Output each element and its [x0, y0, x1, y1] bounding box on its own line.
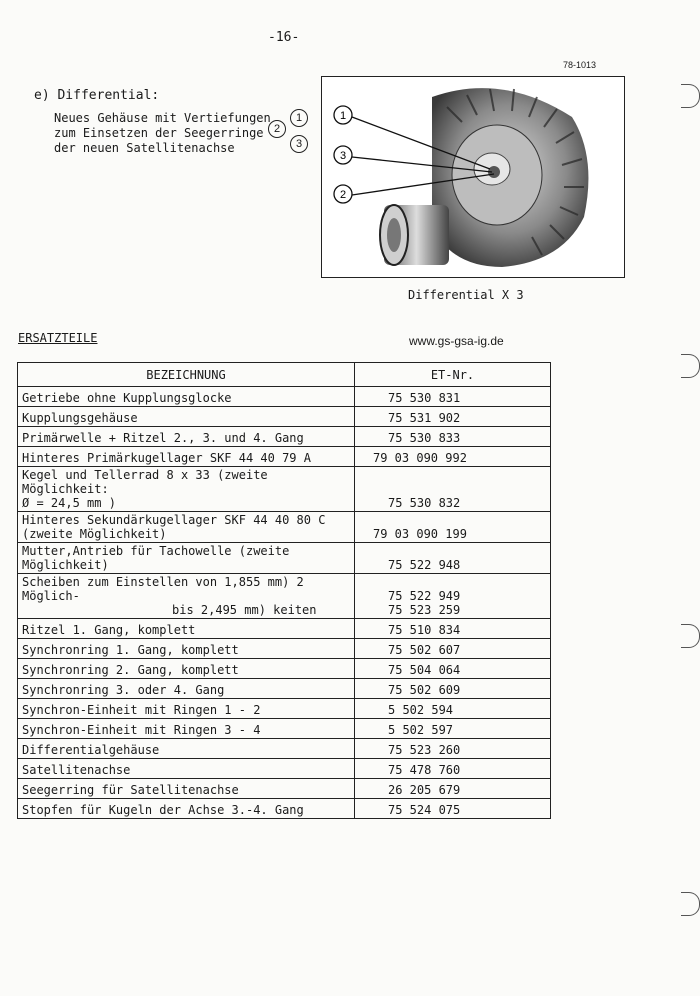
- part-description-line: Synchronring 1. Gang, komplett: [22, 643, 239, 657]
- callout-3: 3: [290, 135, 308, 153]
- part-description: [18, 639, 355, 659]
- part-number: [355, 659, 551, 679]
- part-description: [18, 699, 355, 719]
- part-number-value: 79 03 090 992: [373, 451, 467, 465]
- part-description-line: Getriebe ohne Kupplungsglocke: [22, 391, 232, 405]
- part-number: [355, 407, 551, 427]
- part-description-line: Kegel und Tellerrad 8 x 33 (zweite Möglichkeit:: [22, 468, 268, 496]
- part-description: [18, 739, 355, 759]
- callout-1: 1: [290, 109, 308, 127]
- table-row: [18, 679, 551, 699]
- table-row: [18, 659, 551, 679]
- part-number: [355, 699, 551, 719]
- part-number: [355, 467, 551, 512]
- photo-callout-1: 1: [339, 110, 347, 122]
- table-row: [18, 759, 551, 779]
- part-description: [18, 427, 355, 447]
- table-row: [18, 427, 551, 447]
- part-number-value: 75 524 075: [388, 803, 461, 817]
- part-description-line: Differentialgehäuse: [22, 743, 160, 757]
- callout-2: 2: [268, 120, 286, 138]
- part-number: [355, 543, 551, 574]
- photo-code: 78-1013: [563, 60, 597, 70]
- table-row: [18, 407, 551, 427]
- part-description-line: Primärwelle + Ritzel 2., 3. und 4. Gang: [22, 431, 304, 445]
- table-row: [18, 574, 551, 619]
- part-number-value: 5 502 597: [388, 723, 454, 737]
- description-line: der neuen Satellitenachse: [54, 141, 235, 155]
- part-description: [18, 387, 355, 407]
- part-description-line: Kupplungsgehäuse: [22, 411, 138, 425]
- differential-photo: [321, 76, 625, 278]
- binder-hole: [681, 84, 700, 108]
- part-description-line: Stopfen für Kugeln der Achse 3.-4. Gang: [22, 803, 304, 817]
- part-number-value: 75 502 609: [388, 683, 461, 697]
- part-number-value: 75 523 259: [388, 603, 461, 617]
- part-description-line: Satellitenachse: [22, 763, 131, 777]
- part-number-value: 75 522 948: [388, 558, 461, 572]
- differential-illustration: [322, 77, 624, 277]
- part-number: [355, 427, 551, 447]
- part-number-value: 75 502 607: [388, 643, 461, 657]
- part-description: [18, 512, 355, 543]
- part-description-line: Seegerring für Satellitenachse: [22, 783, 239, 797]
- section-description: [54, 111, 271, 156]
- table-row: [18, 467, 551, 512]
- part-description: [18, 679, 355, 699]
- part-number-value: 26 205 679: [388, 783, 461, 797]
- table-row: [18, 719, 551, 739]
- part-description-line: Scheiben zum Einstellen von 1,855 mm) 2 Möglich-: [22, 575, 304, 603]
- part-number-value: 75 522 949: [388, 589, 461, 603]
- part-description-line: Mutter,Antrieb für Tachowelle (zweite: [22, 544, 290, 558]
- part-number-value: 5 502 594: [388, 703, 454, 717]
- part-description: [18, 543, 355, 574]
- table-row: [18, 699, 551, 719]
- column-header-description: BEZEICHNUNG: [18, 363, 355, 387]
- parts-heading: ERSATZTEILE: [18, 331, 98, 345]
- part-number-value: 75 478 760: [388, 763, 461, 777]
- part-number-value: 75 530 833: [388, 431, 461, 445]
- part-description-line: Hinteres Sekundärkugellager SKF 44 40 80 C: [22, 513, 326, 527]
- part-description: [18, 574, 355, 619]
- binder-hole: [681, 354, 700, 378]
- table-row: [18, 387, 551, 407]
- part-number: [355, 759, 551, 779]
- part-description: [18, 467, 355, 512]
- part-number: [355, 679, 551, 699]
- part-description: [18, 779, 355, 799]
- part-description-line: Hinteres Primärkugellager SKF 44 40 79 A: [22, 451, 311, 465]
- table-row: [18, 447, 551, 467]
- table-row: [18, 543, 551, 574]
- website-link: www.gs-gsa-ig.de: [409, 334, 504, 348]
- part-number: [355, 512, 551, 543]
- binder-hole: [681, 624, 700, 648]
- part-description: [18, 407, 355, 427]
- parts-table: [17, 362, 551, 819]
- part-description-line: bis 2,495 mm) keiten: [172, 603, 317, 617]
- parts-table-body: [18, 387, 551, 819]
- description-line: Neues Gehäuse mit Vertiefungen: [54, 111, 271, 125]
- table-row: [18, 739, 551, 759]
- part-description-line: Ø = 24,5 mm ): [22, 496, 116, 510]
- page-number: -16-: [268, 30, 300, 45]
- part-description: [18, 799, 355, 819]
- photo-callout-3: 3: [339, 150, 347, 162]
- part-number: [355, 799, 551, 819]
- part-number-value: 75 530 831: [388, 391, 461, 405]
- part-description-line: Synchron-Einheit mit Ringen 1 - 2: [22, 703, 261, 717]
- part-description: [18, 447, 355, 467]
- part-number: [355, 719, 551, 739]
- part-number-value: 75 523 260: [388, 743, 461, 757]
- part-number-value: 75 510 834: [388, 623, 461, 637]
- part-number: [355, 447, 551, 467]
- part-description: [18, 719, 355, 739]
- part-description-line: Synchronring 2. Gang, komplett: [22, 663, 239, 677]
- table-row: [18, 512, 551, 543]
- part-description-line: Synchron-Einheit mit Ringen 3 - 4: [22, 723, 261, 737]
- photo-callout-2: 2: [339, 189, 347, 201]
- part-number: [355, 639, 551, 659]
- photo-caption: Differential X 3: [408, 288, 524, 302]
- part-description: [18, 619, 355, 639]
- part-number: [355, 387, 551, 407]
- part-number: [355, 619, 551, 639]
- part-number: [355, 739, 551, 759]
- table-row: [18, 779, 551, 799]
- part-description-line: (zweite Möglichkeit): [22, 527, 167, 541]
- part-description: [18, 759, 355, 779]
- table-row: [18, 619, 551, 639]
- binder-hole: [681, 892, 700, 916]
- part-number-value: 75 530 832: [388, 496, 461, 510]
- part-number-value: 79 03 090 199: [373, 527, 467, 541]
- part-number-value: 75 504 064: [388, 663, 461, 677]
- part-number: [355, 779, 551, 799]
- table-row: [18, 639, 551, 659]
- part-description-line: Möglichkeit): [22, 558, 109, 572]
- part-number-value: 75 531 902: [388, 411, 461, 425]
- part-number: [355, 574, 551, 619]
- description-line: zum Einsetzen der Seegerringe: [54, 126, 264, 140]
- part-description-line: Ritzel 1. Gang, komplett: [22, 623, 196, 637]
- section-heading: e) Differential:: [34, 88, 160, 103]
- part-description-line: Synchronring 3. oder 4. Gang: [22, 683, 225, 697]
- part-description: [18, 659, 355, 679]
- column-header-part-number: ET-Nr.: [355, 363, 551, 387]
- table-row: [18, 799, 551, 819]
